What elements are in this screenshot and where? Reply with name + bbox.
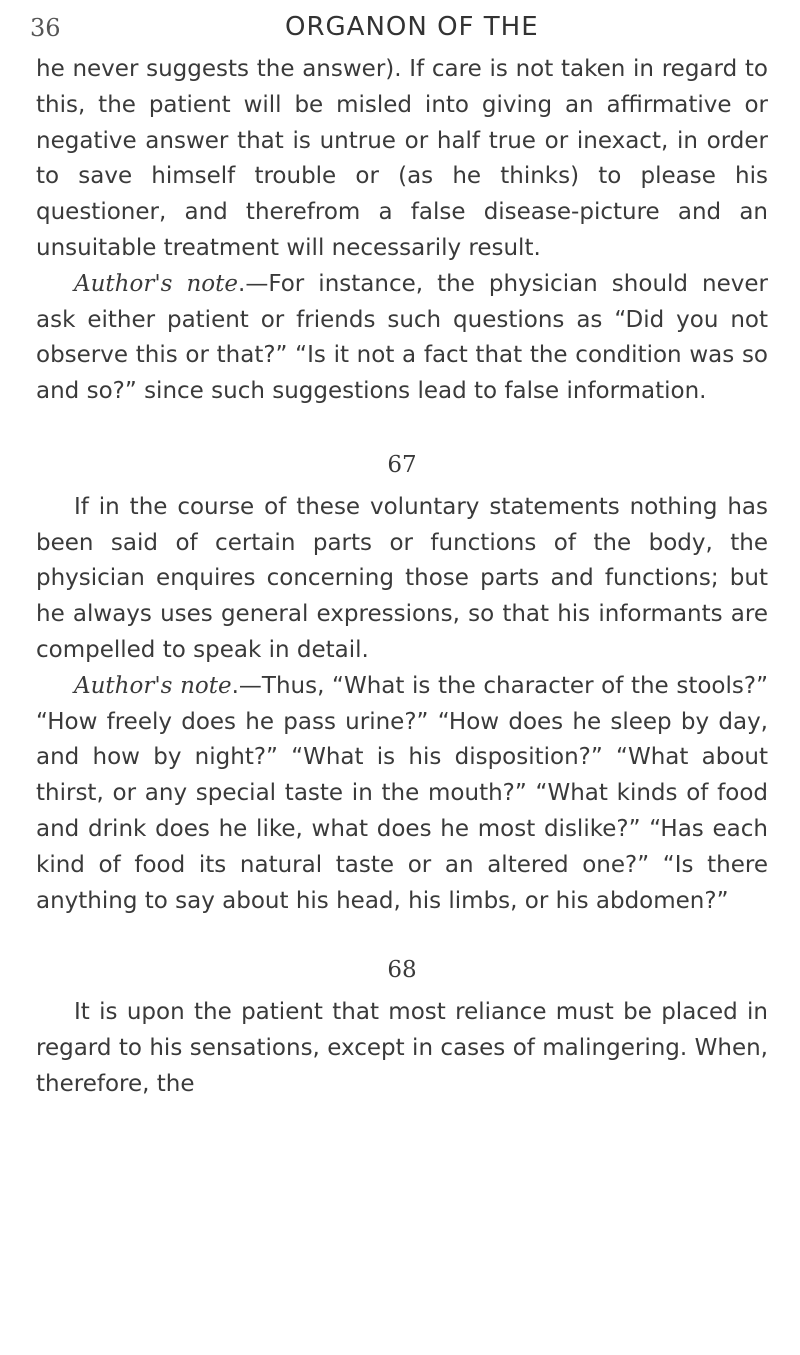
section-number-67: 67: [387, 451, 417, 478]
author-note-text: .—Thus, “What is the character of the stools?” “How freely does he pass urine?” “How does he sleep by day, and how by night?” “What is his disposition?” “What about thirst, or any special taste in the mouth?” “What kinds of food and drink does he like, what does he most dislike?” “Has each kind of food its natural taste or an altered one?” “Is there anything to say about his head, his limbs, or his abdomen?”: [36, 672, 768, 914]
author-note-1: [36, 267, 768, 410]
author-note-2: [36, 669, 768, 920]
author-note-text: .—For instance, the physician should never ask either patient or friends such questions as “Did you not observe this or that?” “Is it not a fact that the condition was so and so?” since such suggestions lead to false information.: [36, 270, 768, 405]
paragraph-67: If in the course of these voluntary statements nothing has been said of certain parts or functions of the body, the physician enquires concerning those parts and functions; but he always uses general expressions, so that his informants are compelled to speak in detail.: [36, 493, 768, 663]
body-text: [36, 52, 768, 1103]
section-number-68: 68: [387, 957, 417, 984]
running-head: [0, 10, 800, 50]
author-note-label: Author's note: [74, 270, 239, 297]
author-note-label: Author's note: [74, 672, 232, 699]
page-number: 36: [30, 14, 61, 42]
running-title: ORGANON OF THE: [285, 12, 539, 42]
paragraph-continuation: he never suggests the answer). If care is not taken in regard to this, the patient will be misled into giving an affirmative or negative answer that is untrue or half true or inexact, in order to save himself trouble or (as he thinks) to please his questioner, and therefrom a false disease-picture and an unsuitable treatment will necessarily result.: [36, 56, 768, 261]
paragraph-68: It is upon the patient that most reliance must be placed in regard to his sensations, except in cases of malingering. When, therefore, the: [36, 999, 768, 1097]
